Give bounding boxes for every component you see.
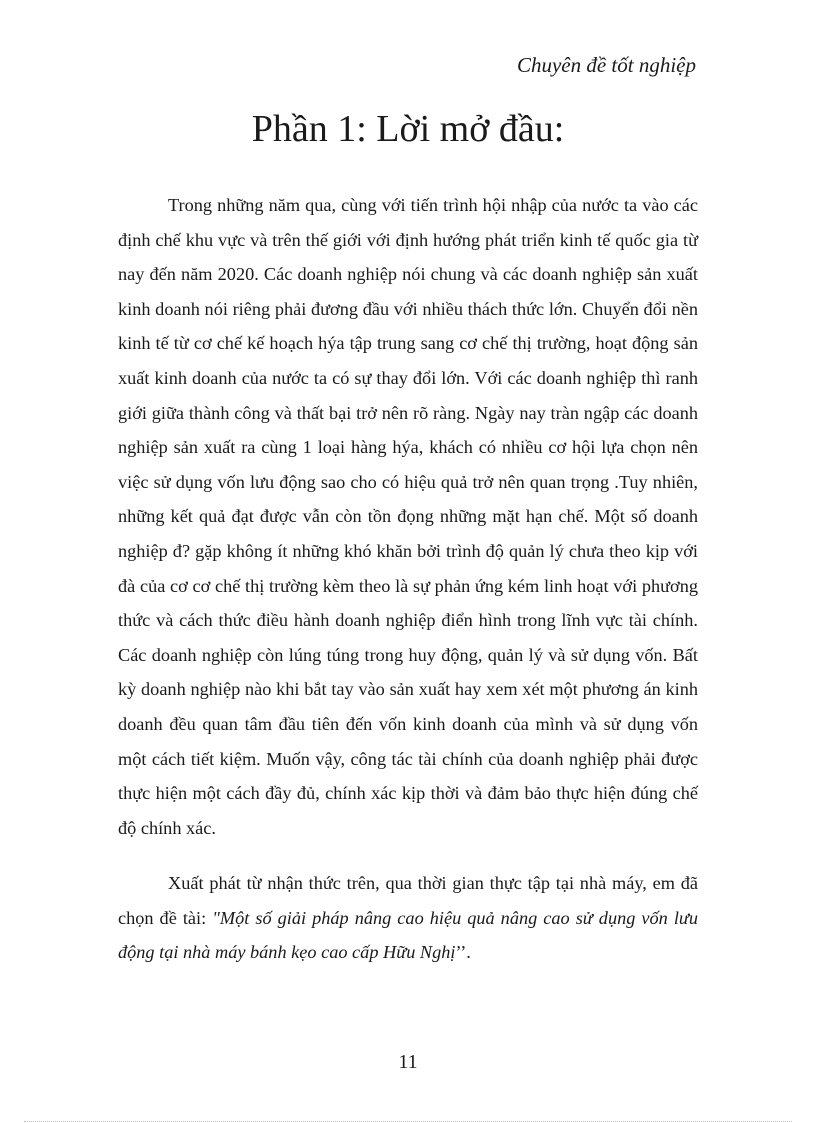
paragraph-topic	[118, 866, 698, 970]
page-number: 11	[398, 1051, 418, 1073]
topic-closing-quote: ’’.	[455, 942, 471, 963]
topic-lead-in: Xuất phát từ nhận thức trên, qua thời gian thực tập tại nhà máy, em đã chọn đề tài:	[118, 873, 698, 928]
topic-title: "Một số giải pháp nâng cao hiệu quả nâng cao sử dụng vốn lưu động tại nhà máy bánh kẹo cao cấp Hữu Nghị	[118, 907, 699, 963]
page-edge-divider	[24, 1121, 792, 1122]
running-header: Chuyên đề tốt nghiệp	[516, 53, 696, 77]
body-text	[118, 188, 698, 970]
page-title: Phần 1: Lời mở đầu:	[251, 108, 565, 150]
paragraph-intro: Trong những năm qua, cùng với tiến trình hội nhập của nước ta vào các định chế khu vực và trên thế giới với định hướng phát triển kinh tế quốc gia từ nay đến năm 2020. Các doanh nghiệp nói chung và các doanh nghiệp sản xuất kinh doanh nói riêng phải đương đầu với nhiều thách thức lớn. Chuyển đổi nền kinh tế từ cơ chế kế hoạch hýa tập trung sang cơ chế thị trường, hoạt động sản xuất kinh doanh của nước ta có sự thay đổi lớn. Với các doanh nghiệp thì ranh giới giữa thành công và thất bại trở nên rõ ràng. Ngày nay tràn ngập các doanh nghiệp sản xuất ra cùng 1 loại hàng hýa, khách có nhiều cơ hội lựa chọn nên việc sử dụng vốn lưu động sao cho có hiệu quả trở nên quan trọng .Tuy nhiên, những kết quả đạt được vẫn còn tồn đọng những mặt hạn chế. Một số doanh nghiệp đ? gặp không ít những khó khăn bởi trình độ quản lý chưa theo kịp với đà của cơ cơ chế thị trường kèm theo là sự phản ứng kém linh hoạt với phương thức và cách thức điều hành doanh nghiệp điển hình trong lĩnh vực tài chính. Các doanh nghiệp còn lúng túng trong huy động, quản lý và sử dụng vốn. Bất kỳ doanh nghiệp nào khi bắt tay vào sản xuất hay xem xét một phương án kinh doanh đều quan tâm đầu tiên đến vốn kinh doanh của mình và sử dụng vốn một cách tiết kiệm. Muốn vậy, công tác tài chính của doanh nghiệp phải được thực hiện một cách đầy đủ, chính xác kịp thời và đảm bảo thực hiện đúng chế độ chính xác.	[118, 195, 698, 838]
